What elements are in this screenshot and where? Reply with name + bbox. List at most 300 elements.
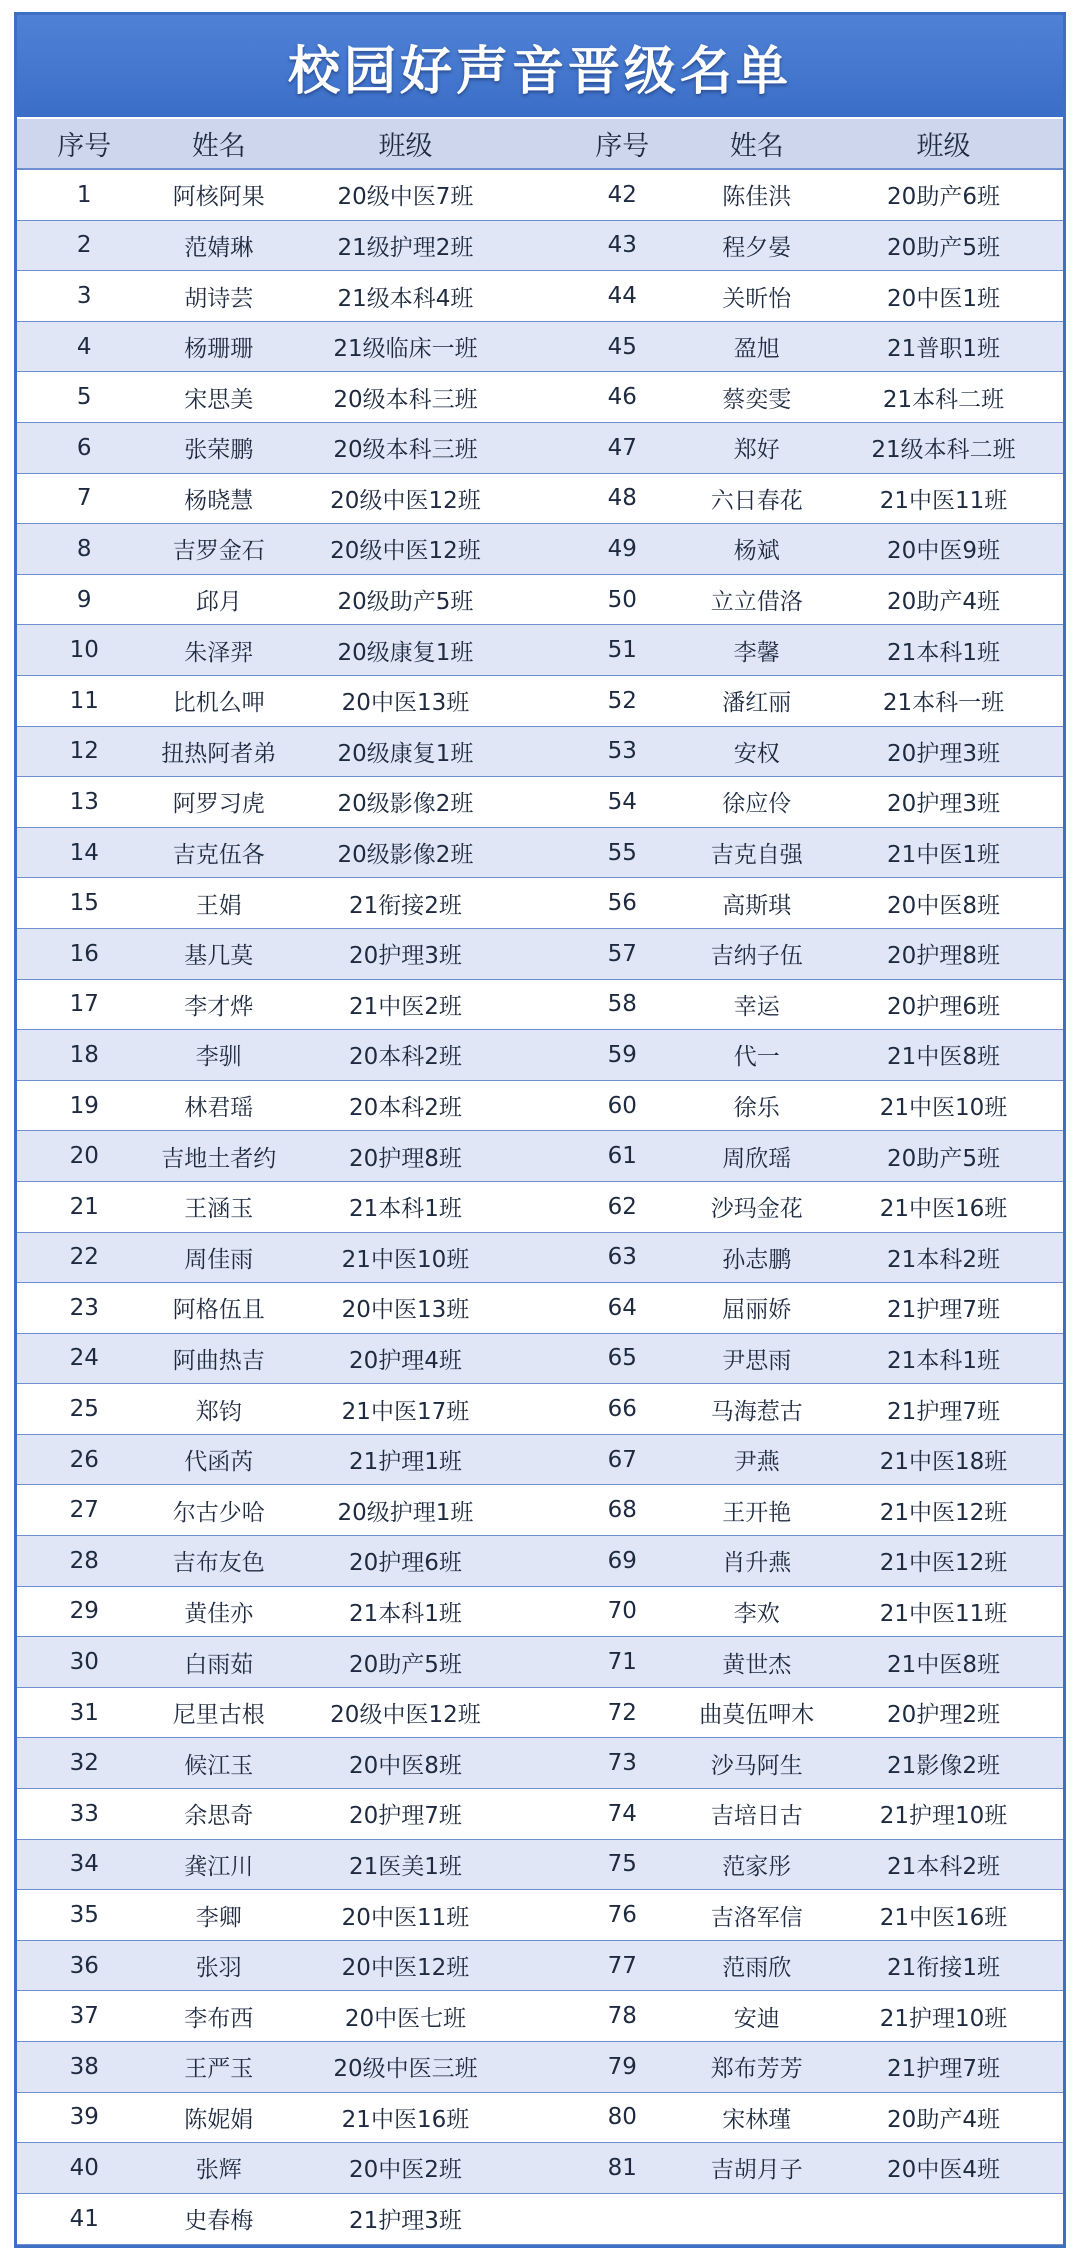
row-name-right: 吉培日古 (690, 1789, 825, 1840)
row-index-right: 79 (555, 2042, 690, 2093)
row-index-left: 29 (17, 1586, 152, 1637)
row-name-left: 尼里古根 (152, 1687, 287, 1738)
row-gap (525, 1384, 555, 1435)
row-gap (525, 928, 555, 979)
row-index-right: 50 (555, 574, 690, 625)
row-name-right: 郑好 (690, 423, 825, 474)
row-name-right: 范家彤 (690, 1839, 825, 1890)
table-row (17, 1586, 1063, 1637)
row-class-left: 21护理1班 (286, 1434, 525, 1485)
row-name-left: 候江玉 (152, 1738, 287, 1789)
table-row (17, 928, 1063, 979)
row-name-right: 杨斌 (690, 524, 825, 575)
row-class-right: 21普职1班 (824, 321, 1063, 372)
row-name-right: 李馨 (690, 625, 825, 676)
row-index-left: 22 (17, 1232, 152, 1283)
row-index-right: 67 (555, 1434, 690, 1485)
row-index-right: 76 (555, 1890, 690, 1941)
row-index-left: 9 (17, 574, 152, 625)
row-name-right: 沙马阿生 (690, 1738, 825, 1789)
row-name-left: 史春梅 (152, 2193, 287, 2244)
row-name-right: 宋林瑾 (690, 2092, 825, 2143)
row-gap (525, 1131, 555, 1182)
row-class-right: 20护理3班 (824, 777, 1063, 828)
row-index-left: 10 (17, 625, 152, 676)
row-name-left: 范婧琳 (152, 220, 287, 271)
row-index-left: 40 (17, 2143, 152, 2194)
row-gap (525, 1030, 555, 1081)
row-index-right: 54 (555, 777, 690, 828)
table-row (17, 524, 1063, 575)
row-class-left: 21级本科4班 (286, 271, 525, 322)
row-class-right: 20助产6班 (824, 169, 1063, 220)
row-class-left: 21中医10班 (286, 1232, 525, 1283)
row-index-left: 17 (17, 979, 152, 1030)
table-row (17, 1333, 1063, 1384)
row-name-left: 吉克伍各 (152, 827, 287, 878)
row-index-left: 4 (17, 321, 152, 372)
row-name-right: 六日春花 (690, 473, 825, 524)
row-index-left: 7 (17, 473, 152, 524)
row-index-right: 80 (555, 2092, 690, 2143)
row-class-right: 21衔接1班 (824, 1940, 1063, 1991)
table-row (17, 473, 1063, 524)
row-name-right: 李欢 (690, 1586, 825, 1637)
row-class-right: 21本科一班 (824, 675, 1063, 726)
row-class-right: 21护理7班 (824, 1384, 1063, 1435)
row-index-right: 66 (555, 1384, 690, 1435)
row-name-right: 程夕晏 (690, 220, 825, 271)
row-index-left: 18 (17, 1030, 152, 1081)
row-name-right: 安迪 (690, 1991, 825, 2042)
row-gap (525, 2143, 555, 2194)
row-class-right: 20护理2班 (824, 1687, 1063, 1738)
row-index-right: 53 (555, 726, 690, 777)
row-name-right: 高斯琪 (690, 878, 825, 929)
row-index-right: 69 (555, 1536, 690, 1587)
row-index-right: 52 (555, 675, 690, 726)
table-row (17, 1687, 1063, 1738)
header-class-right: 班级 (824, 119, 1063, 169)
header-class-left: 班级 (286, 119, 525, 169)
row-class-left: 21中医16班 (286, 2092, 525, 2143)
row-name-right: 吉纳子伍 (690, 928, 825, 979)
table-row (17, 1131, 1063, 1182)
row-name-left: 白雨茹 (152, 1637, 287, 1688)
row-index-left: 31 (17, 1687, 152, 1738)
row-gap (525, 574, 555, 625)
row-index-left: 14 (17, 827, 152, 878)
row-index-right: 56 (555, 878, 690, 929)
row-class-right: 20中医1班 (824, 271, 1063, 322)
row-class-left: 20级本科三班 (286, 423, 525, 474)
table-row (17, 1485, 1063, 1536)
row-index-right: 65 (555, 1333, 690, 1384)
row-name-left: 尔古少哈 (152, 1485, 287, 1536)
row-index-right: 62 (555, 1181, 690, 1232)
row-name-right (690, 2193, 825, 2244)
row-name-right: 曲莫伍呷木 (690, 1687, 825, 1738)
table-row (17, 1080, 1063, 1131)
row-class-left: 20护理8班 (286, 1131, 525, 1182)
table-row (17, 1434, 1063, 1485)
row-name-left: 余思奇 (152, 1789, 287, 1840)
row-name-right: 陈佳洪 (690, 169, 825, 220)
row-class-left: 20级中医12班 (286, 1687, 525, 1738)
row-index-left: 27 (17, 1485, 152, 1536)
row-name-left: 朱泽羿 (152, 625, 287, 676)
row-class-left: 21医美1班 (286, 1839, 525, 1890)
row-index-left: 21 (17, 1181, 152, 1232)
row-class-left: 20本科2班 (286, 1080, 525, 1131)
table-row (17, 574, 1063, 625)
row-class-right: 21护理10班 (824, 1991, 1063, 2042)
row-gap (525, 321, 555, 372)
row-gap (525, 675, 555, 726)
row-index-left: 2 (17, 220, 152, 271)
table-row (17, 2143, 1063, 2194)
row-gap (525, 1890, 555, 1941)
row-name-right: 盈旭 (690, 321, 825, 372)
row-class-left: 20本科2班 (286, 1030, 525, 1081)
row-index-right: 51 (555, 625, 690, 676)
row-gap (525, 2193, 555, 2244)
row-gap (525, 1586, 555, 1637)
row-gap (525, 524, 555, 575)
row-class-left: 20护理6班 (286, 1536, 525, 1587)
row-class-left: 20级影像2班 (286, 777, 525, 828)
row-class-left: 20级中医12班 (286, 524, 525, 575)
table-row (17, 321, 1063, 372)
row-class-right: 21中医12班 (824, 1485, 1063, 1536)
row-class-right: 21级本科二班 (824, 423, 1063, 474)
row-class-right: 20助产5班 (824, 1131, 1063, 1182)
row-index-left: 5 (17, 372, 152, 423)
row-gap (525, 1333, 555, 1384)
row-class-right: 20护理3班 (824, 726, 1063, 777)
row-name-left: 王娟 (152, 878, 287, 929)
row-class-left: 20级中医7班 (286, 169, 525, 220)
row-index-left: 38 (17, 2042, 152, 2093)
row-gap (525, 1232, 555, 1283)
row-name-right: 关昕怡 (690, 271, 825, 322)
row-class-left: 20中医12班 (286, 1940, 525, 1991)
row-class-right: 20中医4班 (824, 2143, 1063, 2194)
row-index-right: 63 (555, 1232, 690, 1283)
row-index-right: 77 (555, 1940, 690, 1991)
row-name-right: 周欣瑶 (690, 1131, 825, 1182)
row-class-right (824, 2193, 1063, 2244)
row-class-left: 20级中医12班 (286, 473, 525, 524)
row-gap (525, 1637, 555, 1688)
row-class-left: 20级康复1班 (286, 625, 525, 676)
row-index-left: 20 (17, 1131, 152, 1182)
row-name-left: 林君瑶 (152, 1080, 287, 1131)
row-gap (525, 878, 555, 929)
row-name-left: 张荣鹏 (152, 423, 287, 474)
row-class-right: 21护理7班 (824, 1283, 1063, 1334)
row-index-left: 36 (17, 1940, 152, 1991)
row-class-left: 20中医2班 (286, 2143, 525, 2194)
row-gap (525, 2092, 555, 2143)
row-name-left: 扭热阿者弟 (152, 726, 287, 777)
row-index-left: 16 (17, 928, 152, 979)
row-index-right: 58 (555, 979, 690, 1030)
row-class-right: 20助产4班 (824, 2092, 1063, 2143)
row-gap (525, 979, 555, 1030)
row-gap (525, 1283, 555, 1334)
row-class-right: 21中医16班 (824, 1890, 1063, 1941)
row-class-left: 21中医2班 (286, 979, 525, 1030)
row-index-right: 48 (555, 473, 690, 524)
page-title: 校园好声音晋级名单 (287, 41, 792, 102)
row-class-right: 21护理7班 (824, 2042, 1063, 2093)
header-index-right: 序号 (555, 119, 690, 169)
row-name-left: 张羽 (152, 1940, 287, 1991)
table-row (17, 1030, 1063, 1081)
row-name-right: 吉胡月子 (690, 2143, 825, 2194)
row-class-left: 20级本科三班 (286, 372, 525, 423)
row-class-right: 20助产4班 (824, 574, 1063, 625)
row-index-right: 70 (555, 1586, 690, 1637)
row-class-left: 20级护理1班 (286, 1485, 525, 1536)
row-name-left: 周佳雨 (152, 1232, 287, 1283)
table-row (17, 1232, 1063, 1283)
row-index-right: 75 (555, 1839, 690, 1890)
row-name-right: 马海惹古 (690, 1384, 825, 1435)
row-index-right: 49 (555, 524, 690, 575)
row-name-left: 张辉 (152, 2143, 287, 2194)
table-header-row (17, 119, 1063, 169)
row-name-left: 陈妮娟 (152, 2092, 287, 2143)
table-row (17, 1181, 1063, 1232)
row-name-right: 蔡奕雯 (690, 372, 825, 423)
row-index-right: 57 (555, 928, 690, 979)
row-class-right: 21本科二班 (824, 372, 1063, 423)
table-row (17, 1839, 1063, 1890)
roster-table (17, 119, 1063, 2245)
row-gap (525, 473, 555, 524)
row-gap (525, 1940, 555, 1991)
row-name-left: 龚江川 (152, 1839, 287, 1890)
row-gap (525, 220, 555, 271)
row-index-left: 32 (17, 1738, 152, 1789)
row-name-left: 吉地土者约 (152, 1131, 287, 1182)
row-gap (525, 777, 555, 828)
row-index-right: 74 (555, 1789, 690, 1840)
row-class-right: 20护理8班 (824, 928, 1063, 979)
row-name-right: 范雨欣 (690, 1940, 825, 1991)
row-index-left: 35 (17, 1890, 152, 1941)
row-class-left: 20护理7班 (286, 1789, 525, 1840)
row-name-left: 阿曲热吉 (152, 1333, 287, 1384)
row-gap (525, 372, 555, 423)
table-row (17, 2193, 1063, 2244)
row-name-right: 代一 (690, 1030, 825, 1081)
row-index-right: 45 (555, 321, 690, 372)
row-index-left: 12 (17, 726, 152, 777)
row-index-left: 1 (17, 169, 152, 220)
row-index-left: 25 (17, 1384, 152, 1435)
row-name-right: 吉克自强 (690, 827, 825, 878)
header-name-right: 姓名 (690, 119, 825, 169)
row-name-left: 吉布友色 (152, 1536, 287, 1587)
row-index-left: 19 (17, 1080, 152, 1131)
row-name-left: 胡诗芸 (152, 271, 287, 322)
table-row (17, 1738, 1063, 1789)
table-row (17, 1890, 1063, 1941)
row-index-right: 60 (555, 1080, 690, 1131)
row-index-right: 42 (555, 169, 690, 220)
row-class-right: 21中医8班 (824, 1030, 1063, 1081)
table-row (17, 271, 1063, 322)
row-name-left: 李驯 (152, 1030, 287, 1081)
header-gap (525, 119, 555, 169)
row-class-right: 21本科2班 (824, 1839, 1063, 1890)
row-name-left: 宋思美 (152, 372, 287, 423)
row-index-right: 44 (555, 271, 690, 322)
row-name-right: 吉洛军信 (690, 1890, 825, 1941)
row-index-right: 55 (555, 827, 690, 878)
row-index-right: 68 (555, 1485, 690, 1536)
row-class-left: 21级护理2班 (286, 220, 525, 271)
row-class-right: 20中医8班 (824, 878, 1063, 929)
row-index-right: 81 (555, 2143, 690, 2194)
title-bar (17, 15, 1063, 119)
row-class-right: 21中医11班 (824, 473, 1063, 524)
row-class-left: 20级中医三班 (286, 2042, 525, 2093)
row-class-left: 20级助产5班 (286, 574, 525, 625)
row-gap (525, 1080, 555, 1131)
table-row (17, 2092, 1063, 2143)
row-index-left: 39 (17, 2092, 152, 2143)
row-index-left: 11 (17, 675, 152, 726)
row-class-left: 20中医8班 (286, 1738, 525, 1789)
row-index-left: 30 (17, 1637, 152, 1688)
row-class-right: 21中医10班 (824, 1080, 1063, 1131)
row-class-right: 21护理10班 (824, 1789, 1063, 1840)
row-name-left: 郑钧 (152, 1384, 287, 1435)
row-name-right: 潘红丽 (690, 675, 825, 726)
row-class-left: 21衔接2班 (286, 878, 525, 929)
table-row (17, 878, 1063, 929)
row-class-right: 21中医11班 (824, 1586, 1063, 1637)
table-row (17, 827, 1063, 878)
row-class-right: 21本科2班 (824, 1232, 1063, 1283)
row-index-left: 15 (17, 878, 152, 929)
row-gap (525, 1434, 555, 1485)
row-class-left: 20中医13班 (286, 1283, 525, 1334)
row-name-left: 基几莫 (152, 928, 287, 979)
table-row (17, 675, 1063, 726)
row-gap (525, 827, 555, 878)
row-class-right: 20中医9班 (824, 524, 1063, 575)
table-row (17, 372, 1063, 423)
row-class-left: 20护理3班 (286, 928, 525, 979)
row-name-right: 肖升燕 (690, 1536, 825, 1587)
table-row (17, 1991, 1063, 2042)
row-name-left: 杨晓慧 (152, 473, 287, 524)
row-class-left: 21本科1班 (286, 1586, 525, 1637)
row-name-right: 王开艳 (690, 1485, 825, 1536)
header-index-left: 序号 (17, 119, 152, 169)
row-class-right: 20护理6班 (824, 979, 1063, 1030)
row-class-right: 20助产5班 (824, 220, 1063, 271)
row-name-left: 代函芮 (152, 1434, 287, 1485)
row-name-right: 幸运 (690, 979, 825, 1030)
row-name-left: 阿格伍且 (152, 1283, 287, 1334)
row-index-right: 64 (555, 1283, 690, 1334)
row-class-right: 21本科1班 (824, 625, 1063, 676)
row-name-right: 尹思雨 (690, 1333, 825, 1384)
row-index-left: 3 (17, 271, 152, 322)
row-index-left: 23 (17, 1283, 152, 1334)
row-class-left: 20级影像2班 (286, 827, 525, 878)
row-index-left: 26 (17, 1434, 152, 1485)
table-row (17, 1384, 1063, 1435)
row-index-right (555, 2193, 690, 2244)
table-row (17, 169, 1063, 220)
table-row (17, 979, 1063, 1030)
table-row (17, 777, 1063, 828)
row-gap (525, 1991, 555, 2042)
row-index-left: 6 (17, 423, 152, 474)
row-gap (525, 1738, 555, 1789)
row-name-right: 屈丽娇 (690, 1283, 825, 1334)
table-row (17, 1789, 1063, 1840)
row-index-left: 24 (17, 1333, 152, 1384)
row-class-right: 21中医1班 (824, 827, 1063, 878)
row-gap (525, 1839, 555, 1890)
row-class-left: 20级康复1班 (286, 726, 525, 777)
row-name-left: 李布西 (152, 1991, 287, 2042)
row-gap (525, 625, 555, 676)
table-row (17, 2042, 1063, 2093)
row-index-right: 71 (555, 1637, 690, 1688)
row-class-left: 20中医七班 (286, 1991, 525, 2042)
row-gap (525, 1687, 555, 1738)
row-class-left: 21本科1班 (286, 1181, 525, 1232)
header-name-left: 姓名 (152, 119, 287, 169)
row-index-right: 46 (555, 372, 690, 423)
row-name-left: 吉罗金石 (152, 524, 287, 575)
row-class-right: 21本科1班 (824, 1333, 1063, 1384)
row-name-left: 杨珊珊 (152, 321, 287, 372)
table-row (17, 726, 1063, 777)
row-index-left: 28 (17, 1536, 152, 1587)
table-row (17, 220, 1063, 271)
row-name-left: 比机么呷 (152, 675, 287, 726)
row-name-right: 徐应伶 (690, 777, 825, 828)
row-gap (525, 423, 555, 474)
row-name-left: 黄佳亦 (152, 1586, 287, 1637)
row-name-left: 王严玉 (152, 2042, 287, 2093)
row-gap (525, 726, 555, 777)
row-class-left: 20中医13班 (286, 675, 525, 726)
row-index-left: 34 (17, 1839, 152, 1890)
row-gap (525, 2042, 555, 2093)
row-index-right: 61 (555, 1131, 690, 1182)
row-name-left: 邱月 (152, 574, 287, 625)
roster-body (17, 169, 1063, 2245)
row-class-right: 21中医8班 (824, 1637, 1063, 1688)
row-index-right: 43 (555, 220, 690, 271)
row-name-left: 王涵玉 (152, 1181, 287, 1232)
row-gap (525, 1536, 555, 1587)
table-row (17, 1536, 1063, 1587)
row-class-right: 21中医12班 (824, 1536, 1063, 1587)
row-name-right: 徐乐 (690, 1080, 825, 1131)
